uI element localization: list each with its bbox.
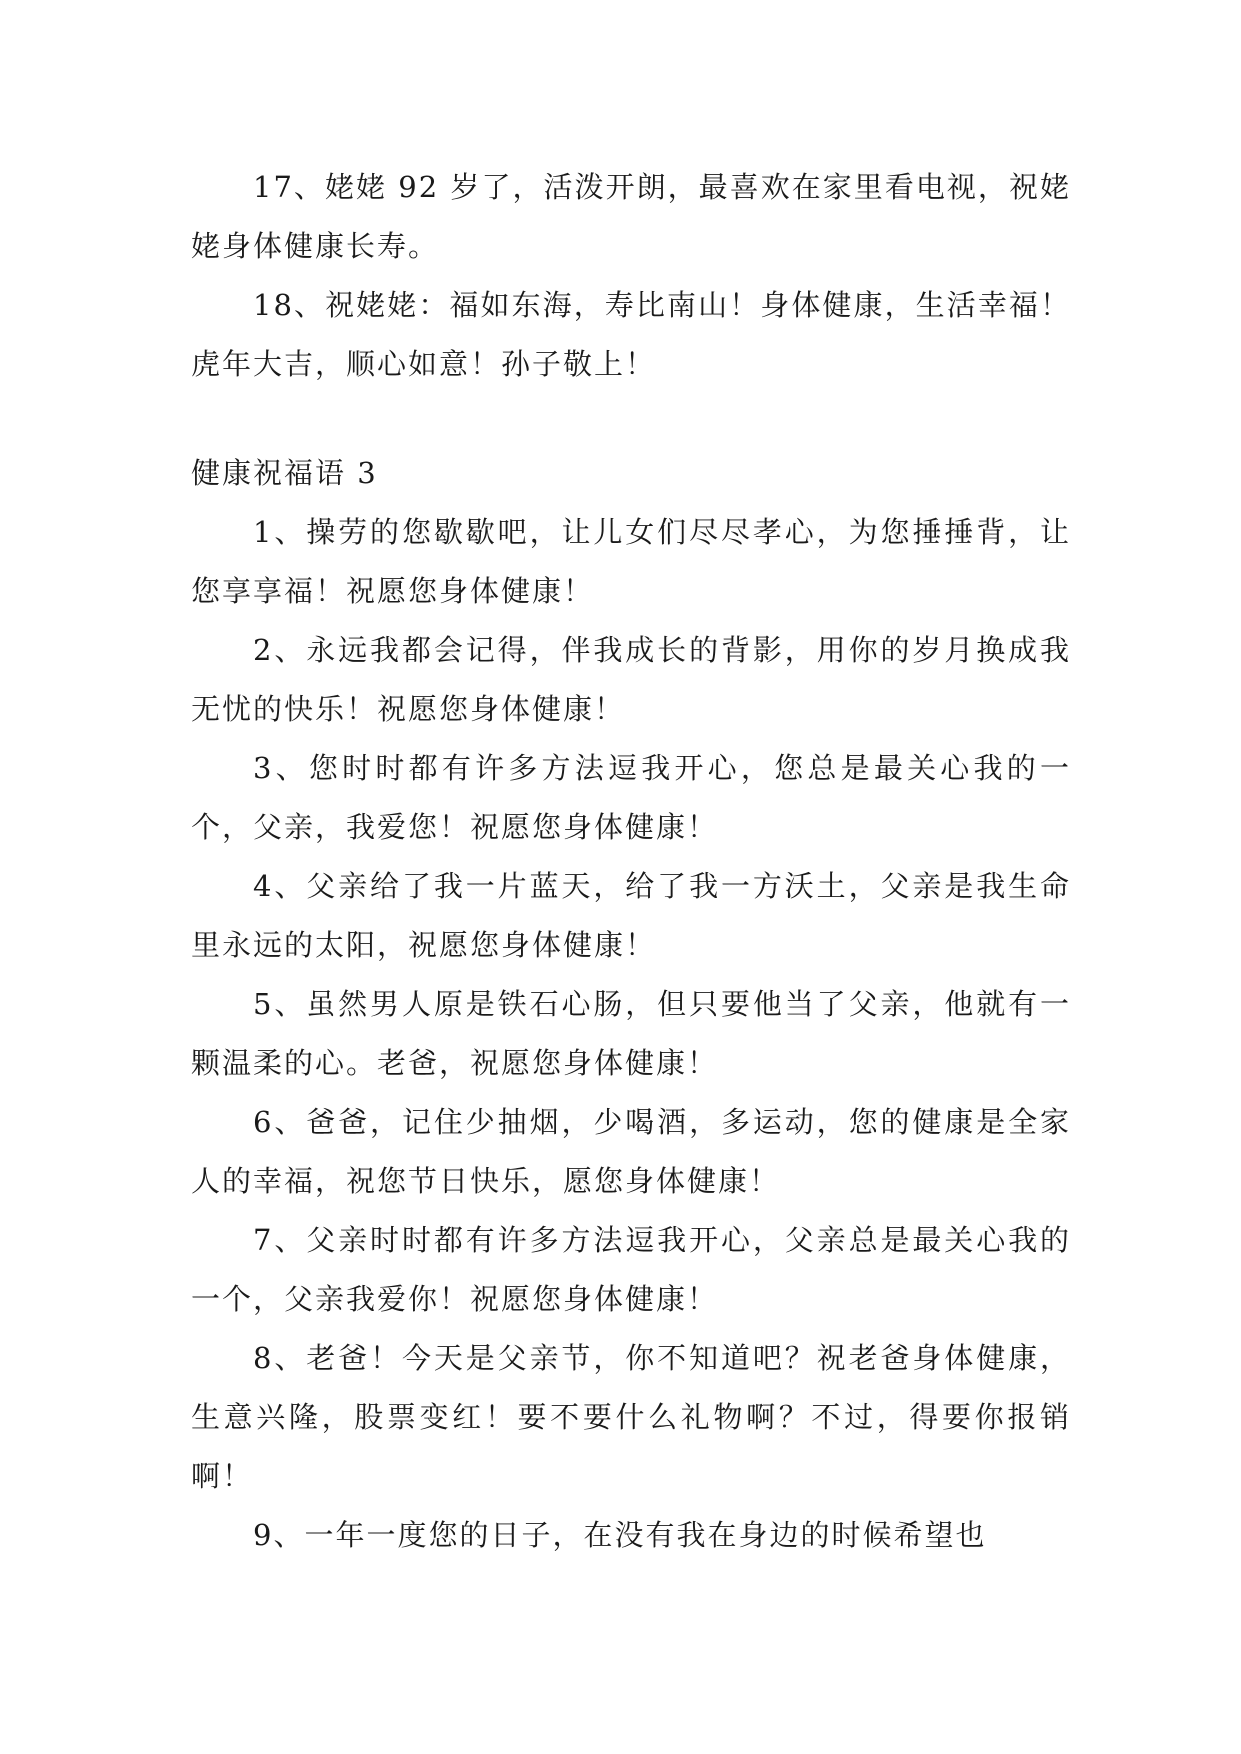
paragraph-8: 8、老爸！今天是父亲节，你不知道吧？祝老爸身体健康，生意兴隆，股票变红！要不要什么礼物啊？不过，得要你报销啊！: [191, 1341, 1071, 1493]
section-gap: [191, 394, 1071, 444]
paragraph-7: 7、父亲时时都有许多方法逗我开心，父亲总是最关心我的一个，父亲我爱你！祝愿您身体健康！: [191, 1223, 1071, 1316]
paragraph-1: 1、操劳的您歇歇吧，让儿女们尽尽孝心，为您捶捶背，让您享享福！祝愿您身体健康！: [191, 515, 1071, 608]
paragraph-4: 4、父亲给了我一片蓝天，给了我一方沃土，父亲是我生命里永远的太阳，祝愿您身体健康！: [191, 869, 1071, 962]
paragraph-5: 5、虽然男人原是铁石心肠，但只要他当了父亲，他就有一颗温柔的心。老爸，祝愿您身体健康！: [191, 987, 1071, 1080]
paragraph-18: 18、祝姥姥：福如东海，寿比南山！身体健康，生活幸福！虎年大吉，顺心如意！孙子敬上！: [191, 288, 1071, 381]
paragraph-3: 3、您时时都有许多方法逗我开心，您总是最关心我的一个，父亲，我爱您！祝愿您身体健康！: [191, 751, 1071, 844]
section-heading: 健康祝福语 3: [191, 456, 378, 490]
document-body: [191, 158, 1071, 1565]
paragraph-9: 9、一年一度您的日子，在没有我在身边的时候希望也: [253, 1518, 987, 1552]
paragraph-2: 2、永远我都会记得，伴我成长的背影，用你的岁月换成我无忧的快乐！祝愿您身体健康！: [191, 633, 1071, 726]
paragraph-17: 17、姥姥 92 岁了，活泼开朗，最喜欢在家里看电视，祝姥姥身体健康长寿。: [191, 170, 1071, 263]
paragraph-6: 6、爸爸，记住少抽烟，少喝酒，多运动，您的健康是全家人的幸福，祝您节日快乐，愿您身体健康！: [191, 1105, 1071, 1198]
